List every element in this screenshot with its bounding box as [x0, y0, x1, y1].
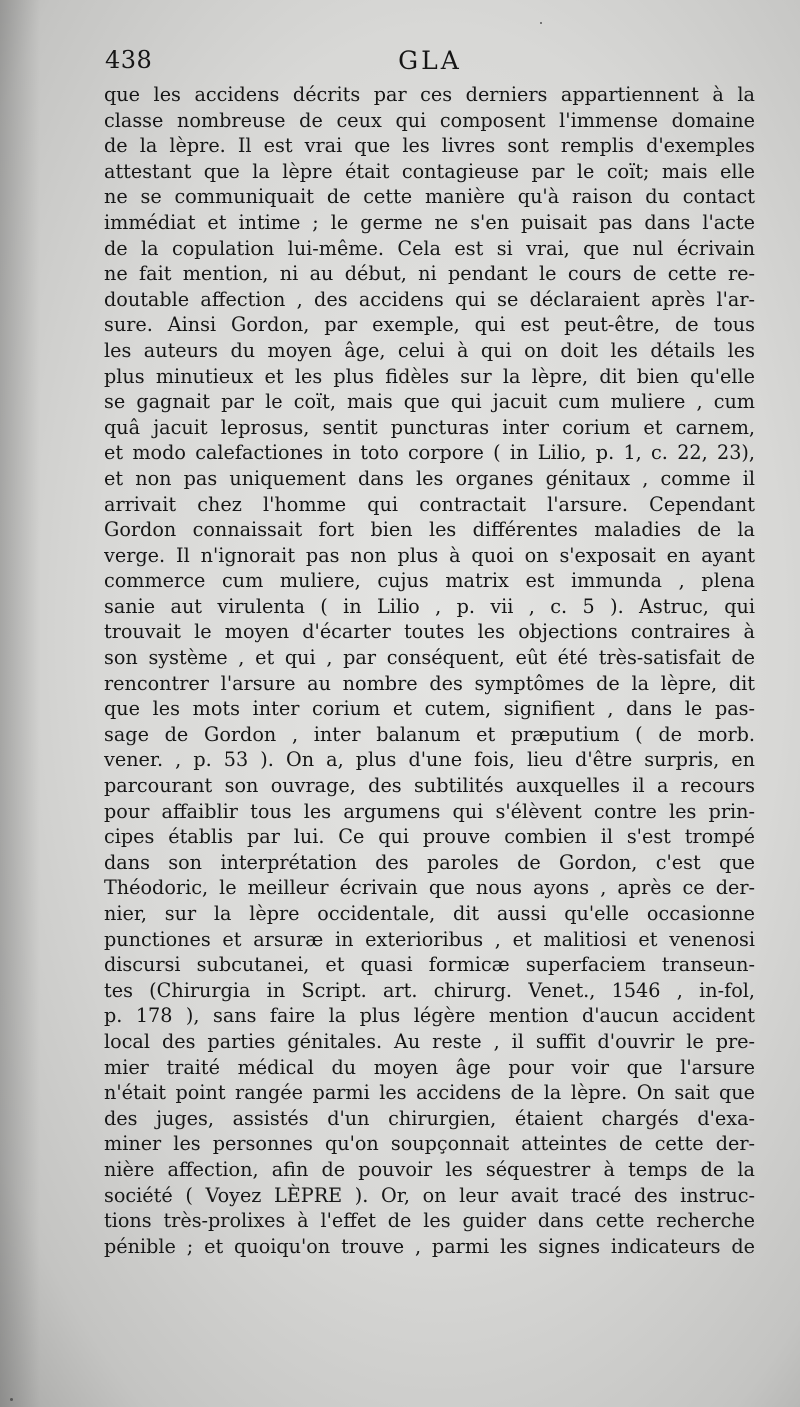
- text-line: arrivait chez l'homme qui contractait l'arsure. Cependant: [104, 492, 755, 516]
- text-line: pénible ; et quoiqu'on trouve , parmi les signes indicateurs de: [104, 1234, 755, 1258]
- text-line: de la copulation lui-même. Cela est si vrai, que nul écrivain: [104, 236, 755, 260]
- text-line: ne se communiquait de cette manière qu'à raison du contact: [104, 185, 755, 209]
- paper-speck: [10, 1398, 13, 1401]
- text-line: sure. Ainsi Gordon, par exemple, qui est peut-être, de tous: [104, 313, 755, 337]
- text-line: punctiones et arsuræ in exterioribus , et malitiosi et venenosi: [104, 927, 755, 951]
- text-line: les auteurs du moyen âge, celui à qui on doit les détails les: [104, 338, 755, 362]
- text-line: trouvait le moyen d'écarter toutes les objections contraires à: [104, 620, 755, 644]
- text-line: de la lèpre. Il est vrai que les livres sont remplis d'exemples: [104, 134, 755, 158]
- text-line: Théodoric, le meilleur écrivain que nous ayons , après ce der-: [104, 876, 755, 900]
- text-line: Gordon connaissait fort bien les différentes maladies de la: [104, 518, 755, 542]
- text-line: local des parties génitales. Au reste , il suffit d'ouvrir le pre-: [104, 1029, 755, 1053]
- text-line: des juges, assistés d'un chirurgien, étaient chargés d'exa-: [104, 1106, 755, 1130]
- text-line: et modo calefactiones in toto corpore ( in Lilio, p. 1, c. 22, 23),: [104, 441, 755, 465]
- text-line: verge. Il n'ignorait pas non plus à quoi on s'exposait en ayant: [104, 543, 755, 567]
- text-line: doutable affection , des accidens qui se déclaraient après l'ar-: [104, 287, 755, 311]
- text-line: pour affaiblir tous les argumens qui s'élèvent contre les prin-: [104, 799, 755, 823]
- text-line: et non pas uniquement dans les organes génitaux , comme il: [104, 466, 755, 490]
- text-line: que les accidens décrits par ces derniers appartiennent à la: [104, 83, 755, 106]
- text-line: son système , et qui , par conséquent, eût été très-satisfait de: [104, 646, 755, 670]
- text-line: société ( Voyez LÈPRE ). Or, on leur avait tracé des instruc-: [104, 1183, 755, 1207]
- text-line: immédiat et intime ; le germe ne s'en puisait pas dans l'acte: [104, 210, 755, 234]
- text-line: classe nombreuse de ceux qui composent l'immense domaine: [104, 108, 755, 132]
- text-line: sage de Gordon , inter balanum et præputium ( de morb.: [104, 722, 755, 746]
- text-line: vener. , p. 53 ). On a, plus d'une fois, lieu d'être surpris, en: [104, 748, 755, 772]
- text-line: rencontrer l'arsure au nombre des symptômes de la lèpre, dit: [104, 671, 755, 695]
- page-number: 438: [105, 46, 153, 74]
- text-line: ne fait mention, ni au début, ni pendant le cours de cette re-: [104, 262, 755, 286]
- running-head: GLA: [398, 46, 462, 75]
- text-line: nière affection, afin de pouvoir les séquestrer à temps de la: [104, 1157, 755, 1181]
- text-line: cipes établis par lui. Ce qui prouve combien il s'est trompé: [104, 825, 755, 849]
- text-line: p. 178 ), sans faire la plus légère mention d'aucun accident: [104, 1004, 755, 1028]
- text-line: tes (Chirurgia in Script. art. chirurg. Venet., 1546 , in-fol,: [104, 978, 755, 1002]
- text-line: quâ jacuit leprosus, sentit puncturas inter corium et carnem,: [104, 415, 755, 439]
- text-line: nier, sur la lèpre occidentale, dit aussi qu'elle occasionne: [104, 902, 755, 925]
- text-line: miner les personnes qu'on soupçonnait atteintes de cette der-: [104, 1132, 755, 1156]
- text-line: se gagnait par le coït, mais que qui jacuit cum muliere , cum: [104, 390, 755, 414]
- text-line: sanie aut virulenta ( in Lilio , p. vii , c. 5 ). Astruc, qui: [104, 594, 755, 618]
- text-line: plus minutieux et les plus fidèles sur la lèpre, dit bien qu'elle: [104, 364, 755, 388]
- paper-speck: [540, 22, 542, 24]
- text-line: dans son interprétation des paroles de Gordon, c'est que: [104, 850, 755, 874]
- text-line: mier traité médical du moyen âge pour voir que l'arsure: [104, 1055, 755, 1079]
- text-line: que les mots inter corium et cutem, signifient , dans le pas-: [104, 697, 755, 721]
- text-line: commerce cum muliere, cujus matrix est immunda , plena: [104, 569, 755, 593]
- text-line: attestant que la lèpre était contagieuse par le coït; mais elle: [104, 159, 755, 183]
- text-line: parcourant son ouvrage, des subtilités auxquelles il a recours: [104, 774, 755, 798]
- page-header: [105, 46, 755, 78]
- text-line: discursi subcutanei, et quasi formicæ superfaciem transeun-: [104, 953, 755, 977]
- text-line: n'était point rangée parmi les accidens de la lèpre. On sait que: [104, 1081, 755, 1105]
- text-line: tions très-prolixes à l'effet de les guider dans cette recherche: [104, 1209, 755, 1233]
- body-text: [104, 82, 755, 1259]
- page-spine-shadow: [0, 0, 40, 1407]
